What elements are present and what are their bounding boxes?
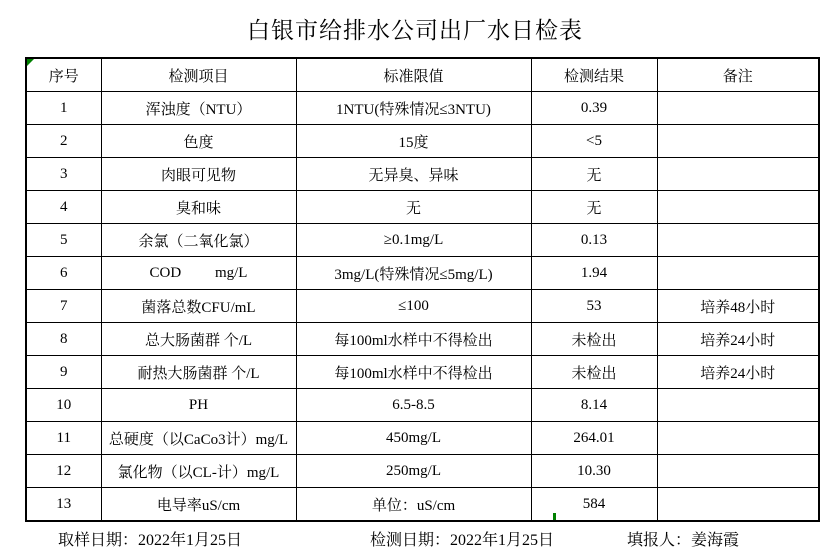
remark-cell [657, 191, 819, 224]
result-cell: 8.14 [531, 389, 657, 422]
test-date: 检测日期：2022年1月25日 [370, 532, 555, 549]
standard-cell: 1NTU(特殊情况≤3NTU) [296, 92, 531, 125]
header-seq: 序号 [26, 58, 101, 92]
seq-cell: 5 [26, 224, 101, 257]
result-cell: 未检出 [531, 323, 657, 356]
seq-cell: 9 [26, 356, 101, 389]
item-cell: COD mg/L [101, 257, 296, 290]
green-tick-marker-icon [553, 513, 556, 520]
remark-cell [657, 125, 819, 158]
result-cell: 53 [531, 290, 657, 323]
seq-cell: 6 [26, 257, 101, 290]
table-row [26, 224, 819, 257]
sampling-date: 取样日期：2022年1月25日 [58, 532, 243, 549]
header-item: 检测项目 [101, 58, 296, 92]
table-row [26, 290, 819, 323]
remark-cell [657, 158, 819, 191]
table-row [26, 125, 819, 158]
remark-cell [657, 455, 819, 488]
standard-cell: 无 [296, 191, 531, 224]
result-cell: 0.13 [531, 224, 657, 257]
remark-cell [657, 389, 819, 422]
seq-cell: 13 [26, 488, 101, 522]
remark-cell: 培养24小时 [657, 323, 819, 356]
result-cell: 无 [531, 158, 657, 191]
item-cell: 余氯（二氧化氯） [101, 224, 296, 257]
item-cell: 浑浊度（NTU） [101, 92, 296, 125]
item-cell: 臭和味 [101, 191, 296, 224]
table-row [26, 389, 819, 422]
seq-cell: 2 [26, 125, 101, 158]
standard-cell: ≥0.1mg/L [296, 224, 531, 257]
standard-cell: 无异臭、异味 [296, 158, 531, 191]
table-row [26, 92, 819, 125]
seq-cell: 1 [26, 92, 101, 125]
standard-cell: 6.5-8.5 [296, 389, 531, 422]
result-cell: 10.30 [531, 455, 657, 488]
table-row [26, 455, 819, 488]
report-footer [0, 527, 830, 551]
item-cell: 总大肠菌群 个/L [101, 323, 296, 356]
item-cell: 氯化物（以CL-计）mg/L [101, 455, 296, 488]
seq-cell: 4 [26, 191, 101, 224]
result-cell: 1.94 [531, 257, 657, 290]
reporter-name: 填报人：姜海霞 [627, 532, 740, 549]
green-triangle-marker-icon [27, 59, 34, 66]
header-row [26, 58, 819, 92]
table-row [26, 158, 819, 191]
seq-cell: 7 [26, 290, 101, 323]
item-cell: 总硬度（以CaCo3计）mg/L [101, 422, 296, 455]
result-cell: <5 [531, 125, 657, 158]
seq-cell: 8 [26, 323, 101, 356]
header-remark: 备注 [657, 58, 819, 92]
standard-cell: ≤100 [296, 290, 531, 323]
remark-cell [657, 257, 819, 290]
standard-cell: 每100ml水样中不得检出 [296, 323, 531, 356]
remark-cell [657, 92, 819, 125]
seq-cell: 12 [26, 455, 101, 488]
standard-cell: 3mg/L(特殊情况≤5mg/L) [296, 257, 531, 290]
standard-cell: 每100ml水样中不得检出 [296, 356, 531, 389]
page-title: 白银市给排水公司出厂水日检表 [247, 18, 583, 43]
inspection-table [25, 57, 820, 522]
remark-cell [657, 224, 819, 257]
table-row [26, 422, 819, 455]
item-cell: 电导率uS/cm [101, 488, 296, 522]
seq-cell: 10 [26, 389, 101, 422]
result-cell: 无 [531, 191, 657, 224]
result-cell: 584 [531, 488, 657, 522]
standard-cell: 450mg/L [296, 422, 531, 455]
item-cell: 肉眼可见物 [101, 158, 296, 191]
standard-cell: 250mg/L [296, 455, 531, 488]
item-cell: 耐热大肠菌群 个/L [101, 356, 296, 389]
table-row [26, 488, 819, 522]
table-row [26, 257, 819, 290]
remark-cell [657, 422, 819, 455]
table-row [26, 323, 819, 356]
seq-cell: 11 [26, 422, 101, 455]
result-cell: 264.01 [531, 422, 657, 455]
remark-cell [657, 488, 819, 522]
remark-cell: 培养48小时 [657, 290, 819, 323]
standard-cell: 15度 [296, 125, 531, 158]
table-row [26, 356, 819, 389]
header-standard: 标准限值 [296, 58, 531, 92]
item-cell: 菌落总数CFU/mL [101, 290, 296, 323]
item-cell: PH [101, 389, 296, 422]
standard-cell: 单位：uS/cm [296, 488, 531, 522]
seq-cell: 3 [26, 158, 101, 191]
remark-cell: 培养24小时 [657, 356, 819, 389]
result-cell: 0.39 [531, 92, 657, 125]
header-result: 检测结果 [531, 58, 657, 92]
item-cell: 色度 [101, 125, 296, 158]
table-row [26, 191, 819, 224]
result-cell: 未检出 [531, 356, 657, 389]
